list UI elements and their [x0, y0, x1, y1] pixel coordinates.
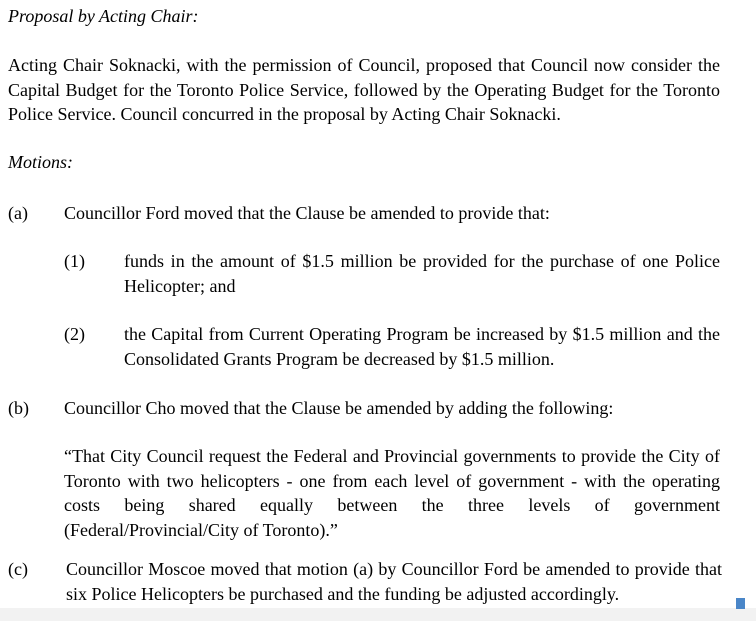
text-cursor-icon [736, 598, 745, 609]
motion-a-text: Councillor Ford moved that the Clause be amended to provide that: [64, 203, 550, 223]
motion-a-item-1-label: (1) [64, 251, 85, 271]
proposal-heading: Proposal by Acting Chair: [8, 6, 199, 26]
motion-c-label: (c) [8, 559, 28, 579]
motion-a-label: (a) [8, 203, 28, 223]
motion-b-quote: “That City Council request the Federal and Provincial governments to provide the City of Toronto with two helicopters - one from each level of government - with the operating costs being shared equally between the three levels of government (Federal/Provincial/City of Toronto).” [64, 446, 720, 540]
proposal-paragraph: Acting Chair Soknacki, with the permission of Council, proposed that Council now consider the Capital Budget for the Toronto Police Service, followed by the Operating Budget for the Toronto Police Service. Council concurred in the proposal by Acting Chair Soknacki. [8, 55, 720, 124]
motion-b-text: Councillor Cho moved that the Clause be amended by adding the following: [64, 398, 614, 418]
motion-a-item-1-text: funds in the amount of $1.5 million be provided for the purchase of one Police Helicopter; and [124, 251, 720, 296]
motion-b-label: (b) [8, 398, 29, 418]
motion-a-item-2-text: the Capital from Current Operating Program be increased by $1.5 million and the Consolidated Grants Program be decreased by $1.5 million. [124, 324, 720, 369]
bottom-margin-band [0, 608, 756, 621]
motion-a-item-2-label: (2) [64, 324, 85, 344]
motions-heading: Motions: [8, 152, 73, 172]
motion-c-text: Councillor Moscoe moved that motion (a) by Councillor Ford be amended to provide that six Police Helicopters be purchased and the funding be adjusted accordingly. [66, 559, 722, 604]
